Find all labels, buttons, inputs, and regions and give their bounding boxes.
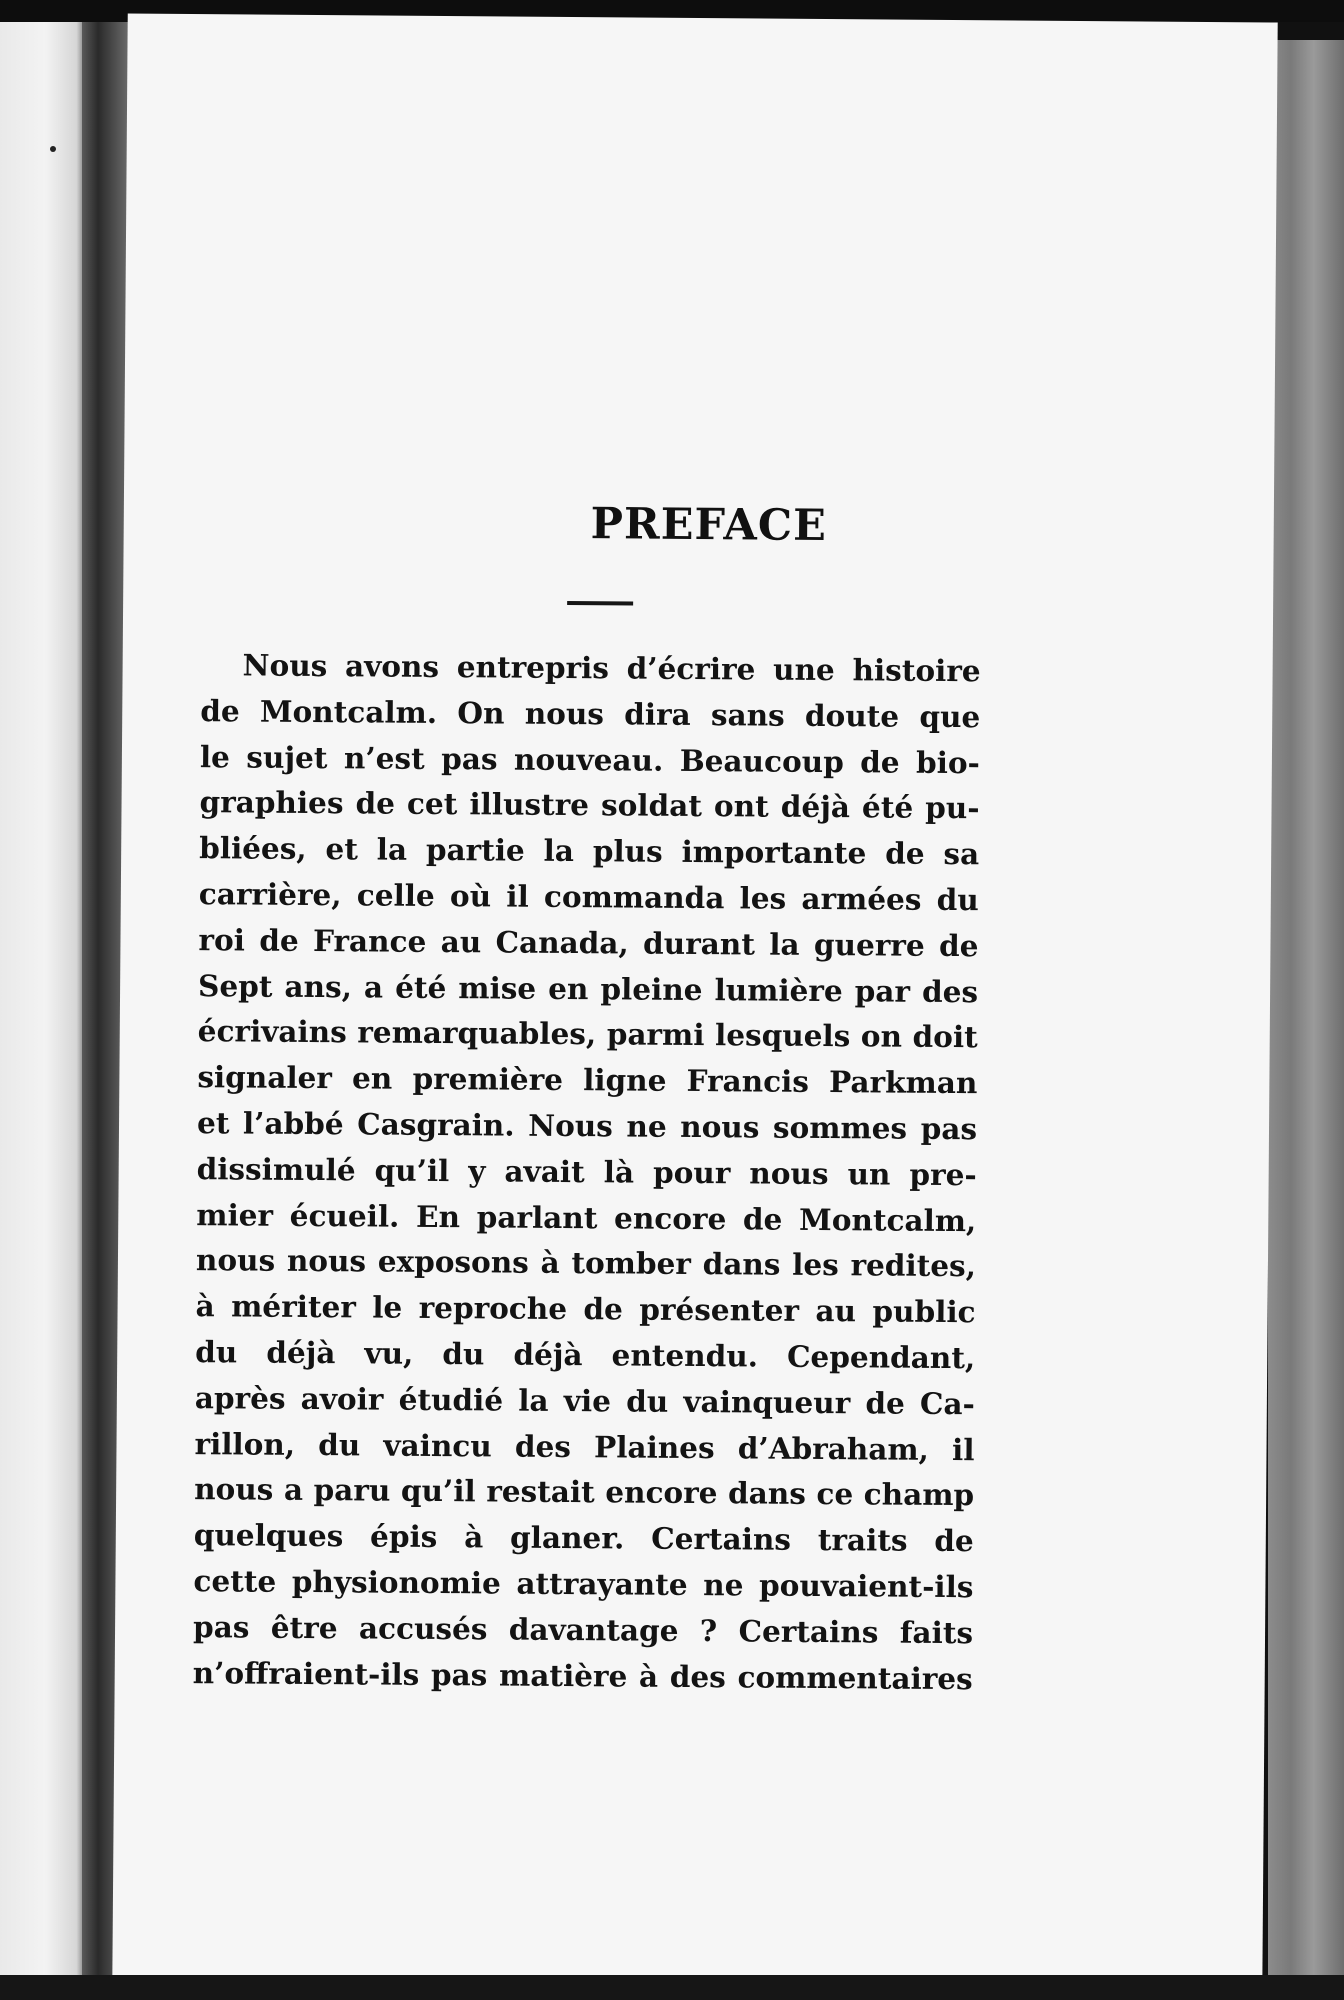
- text-line: de Montcalm. On nous dira sans doute que: [200, 692, 981, 735]
- ink-speck: [50, 146, 56, 152]
- text-line: mier écueil. En parlant encore de Montcalm,: [196, 1196, 977, 1238]
- text-line: Sept ans, a été mise en pleine lumière par des: [197, 967, 979, 1009]
- page-title: PREFACE: [590, 499, 828, 552]
- text-line: n’offraient-ils pas matière à des commentaires: [192, 1654, 973, 1696]
- text-line: nous a paru qu’il restait encore dans ce champ: [194, 1471, 975, 1513]
- text-line: Nous avons entrepris d’écrire une histoire: [242, 647, 981, 689]
- text-line: carrière, celle où il commanda les armées du: [198, 876, 979, 918]
- text-line: bliées, et la partie la plus importante de sa: [199, 830, 980, 872]
- text-line: rillon, du vaincu des Plaines d’Abraham, il: [194, 1425, 975, 1467]
- text-line: nous nous exposons à tomber dans les redites,: [195, 1242, 977, 1284]
- text-line: roi de France au Canada, durant la guerre de: [198, 921, 979, 964]
- title-rule: [567, 601, 633, 606]
- text-line: et l’abbé Casgrain. Nous ne nous sommes pas: [196, 1105, 978, 1147]
- preface-text: [193, 642, 981, 1701]
- text-line: pas être accusés davantage ? Certains faits: [192, 1608, 974, 1650]
- text-line: écrivains remarquables, parmi lesquels on doit: [197, 1013, 978, 1055]
- right-page-stack-edge: [1268, 40, 1344, 2000]
- text-line: dissimulé qu’il y avait là pour nous un pre-: [196, 1150, 977, 1192]
- left-page-edge: [0, 0, 90, 2000]
- book-page: [112, 14, 1277, 1993]
- text-line: à mériter le reproche de présenter au public: [195, 1288, 976, 1330]
- text-line: quelques épis à glaner. Certains traits de: [193, 1517, 974, 1559]
- text-line: cette physionomie attrayante ne pouvaient-ils: [193, 1563, 974, 1605]
- text-line: graphies de cet illustre soldat ont déjà été pu-: [199, 784, 980, 826]
- text-line: après avoir étudié la vie du vainqueur de Ca-: [194, 1379, 976, 1421]
- text-line: signaler en première ligne Francis Parkman: [197, 1059, 978, 1101]
- text-line: du déjà vu, du déjà entendu. Cependant,: [195, 1334, 976, 1376]
- bottom-scan-border: [0, 1975, 1344, 2000]
- text-line: le sujet n’est pas nouveau. Beaucoup de bio-: [199, 738, 981, 780]
